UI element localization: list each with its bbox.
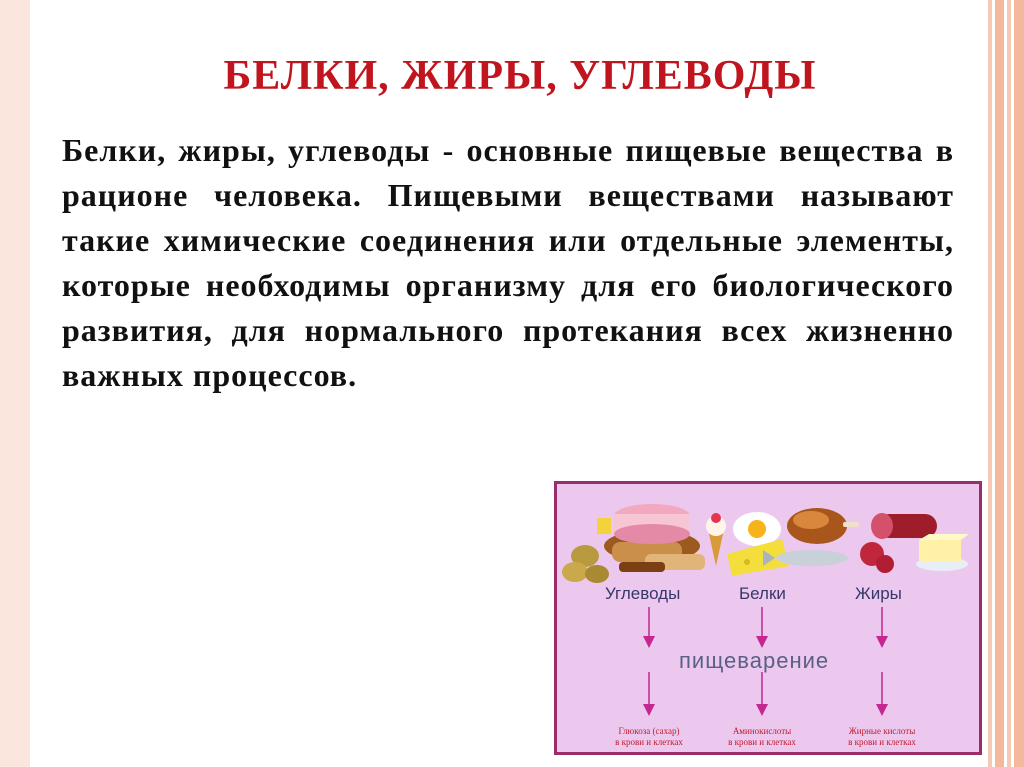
label-proteins: Белки (739, 584, 786, 603)
amino-line-2: в крови и клетках (728, 737, 796, 747)
label-fatty-acids (832, 726, 932, 748)
butter-icon (916, 534, 969, 571)
roast-chicken-icon (787, 508, 859, 544)
left-decor-stripe (0, 0, 30, 767)
label-glucose (599, 726, 699, 748)
glucose-line-1: Глюкоза (сахар) (618, 726, 680, 736)
ice-cream-icon (706, 513, 726, 566)
fried-egg-icon (733, 512, 781, 546)
fatty-line-2: в крови и клетках (848, 737, 916, 747)
label-fats: Жиры (855, 584, 902, 603)
label-digestion: пищеварение (679, 648, 830, 673)
label-carbs: Углеводы (605, 584, 681, 603)
right-decor-stripes (984, 0, 1024, 767)
nutrients-diagram (554, 481, 982, 755)
slide-title: БЕЛКИ, ЖИРЫ, УГЛЕВОДЫ (223, 53, 817, 99)
fatty-line-1: Жирные кислоты (848, 726, 916, 736)
slide-paragraph: Белки, жиры, углеводы - основные пищевые вещества в рационе человека. Пищевыми веществами называют такие химические соединения или отдельные элементы, которые необходимы организму для его биологического развития, для нормального протекания всех жизненно важных процессов. (62, 132, 954, 393)
food-illustration (557, 484, 982, 755)
amino-line-1: Аминокислоты (732, 726, 792, 736)
label-amino-acids (712, 726, 812, 748)
potatoes-icon (562, 545, 609, 583)
glucose-line-2: в крови и клетках (615, 737, 683, 747)
